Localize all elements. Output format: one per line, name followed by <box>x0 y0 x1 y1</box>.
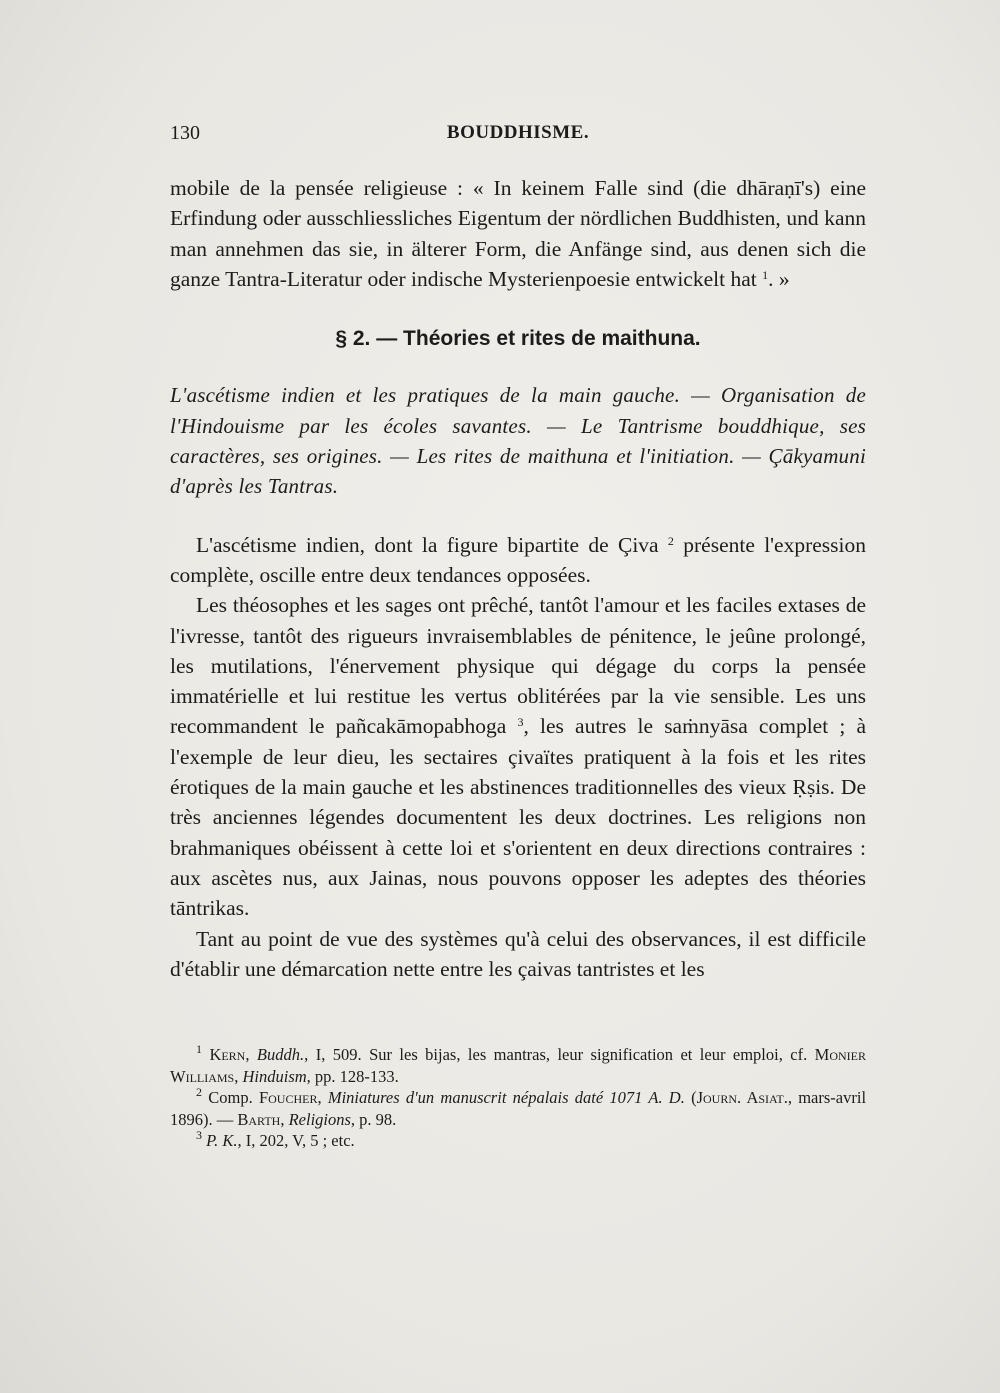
footnotes <box>170 1044 866 1152</box>
running-head: BOUDDHISME. <box>446 122 590 143</box>
footnote-ref-1: 1 <box>762 267 769 282</box>
footnote-1: $^1$ Kern, Buddh., I, 509. Sur les bijas, les mantras, leur signification et leur emploi, cf. Monier Williams, Hinduism, pp. 128-133. <box>170 1042 867 1086</box>
page-number: 130 <box>170 122 200 144</box>
paragraph-2: Les théosophes et les sages ont prêché, tantôt l'amour et les faciles extases de l'ivresse, tantôt des rigueurs invraisemblables de pénitence, le jeûne prolongé, les mutilations, l'énervement physique qui dégage du corps la pensée immatérielle et lui restitue les vertus oblitérées par la vie sensible. Les uns recommandent le pañcakāmopabhoga $^3$, les autres le saṁnyāsa complet ; à l'exemple de leur dieu, les sectaires çivaïtes pratiquent à la fois et les rites érotiques de la main gauche et les abstinences traditionnelles des vieux Ṛṣis. De très anciennes légendes documentent les deux doctrines. Les religions non brahmaniques obéissent à cette loi et s'orientent en deux directions contraires : aux ascètes nus, aux Jainas, nous pouvons opposer les adeptes des théories tāntrikas. <box>170 593 867 921</box>
paragraph-1: L'ascétisme indien, dont la figure bipartite de Çiva $^2$ présente l'expression complète, oscille entre deux tendances opposées. <box>170 532 866 587</box>
footnote-3: $^3$ P. K., I, 202, V, 5 ; etc. <box>196 1128 355 1150</box>
paragraph-3: Tant au point de vue des systèmes qu'à celui des observances, il est difficile d'établir une démarcation nette entre les çaivas tantristes et les <box>170 926 866 981</box>
footnote-ref-3: 3 <box>517 715 524 730</box>
section-title: § 2. — Théories et rites de maithuna. <box>335 327 701 351</box>
page-header <box>170 122 866 152</box>
chapter-summary: L'ascétisme indien et les pratiques de la main gauche. — Organisation de l'Hindouisme par les écoles savantes. — Le Tantrisme bouddhique, ses caractères, ses origines. — Les rites de maithuna et l'initiation. — Çākyamuni d'après les Tantras. <box>170 383 866 499</box>
intro-paragraph: mobile de la pensée religieuse : « In keinem Falle sind (die dhāraṇī's) eine Erfindung oder ausschliessliches Eigentum der nördlichen Buddhisten, und kann man annehmen das sie, in älterer Form, die Anfänge sind, aus denen sich die ganze Tantra-Literatur oder indische Mysterienpoesie entwickelt hat $^1$. » <box>170 176 866 291</box>
footnote-ref-2: 2 <box>667 533 674 548</box>
main-text <box>170 173 866 984</box>
footnote-2: $^2$ Comp. Foucher, Miniatures d'un manuscrit népalais daté 1071 A. D. (Journ. Asiat., mars-avril 1896). — Barth, Religions, p. 98. <box>170 1085 867 1129</box>
